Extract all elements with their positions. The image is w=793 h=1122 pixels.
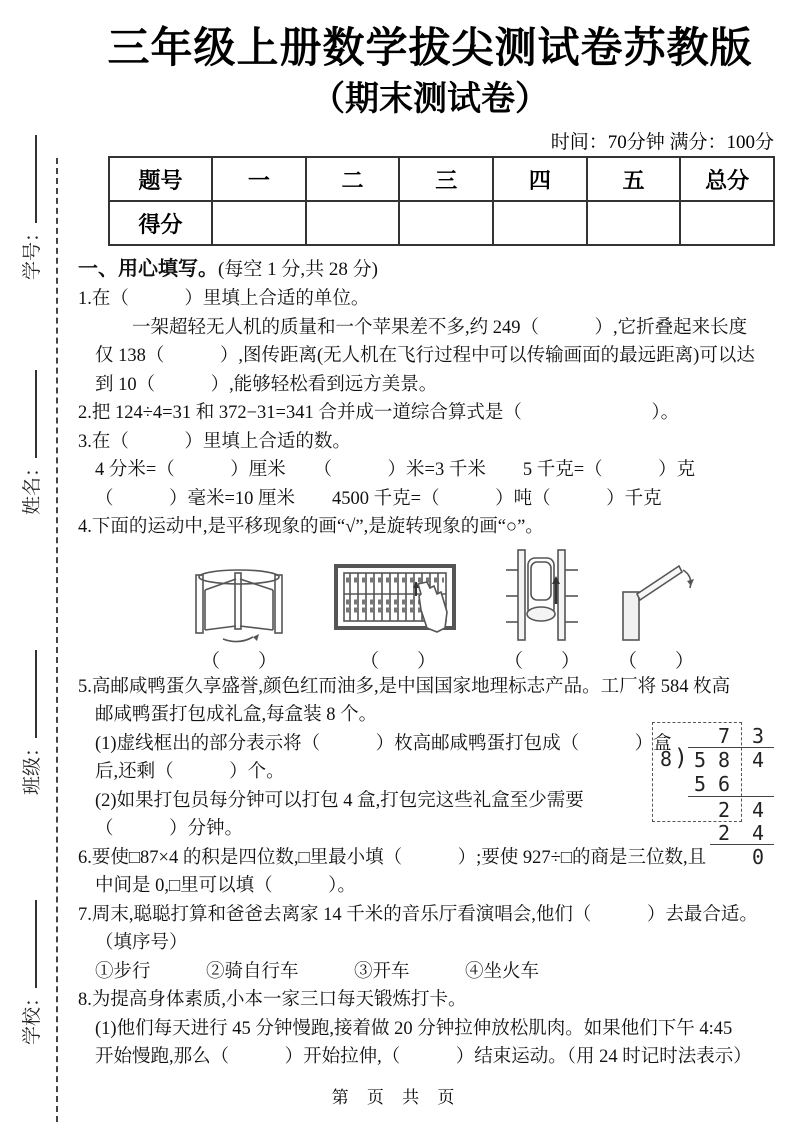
question-3-line: 4 分米=（ ）厘米 （ ）米=3 千米 5 千克=（ ）克 — [95, 460, 696, 480]
score-table-col-2: 二 — [306, 157, 400, 201]
answer-blank: （ ） — [503, 650, 580, 672]
score-table-col-1: 一 — [212, 157, 306, 201]
student-name-field — [18, 325, 42, 515]
school-label: 学校： — [21, 987, 43, 1045]
score-row-label: 得分 — [109, 201, 212, 245]
question-1-line: 一架超轻无人机的质量和一个苹果差不多,约 249（ ）,它折叠起来长度 — [95, 317, 748, 338]
elevator-image — [492, 548, 592, 644]
abacus-image — [318, 564, 478, 644]
division-digit: 7 — [717, 723, 731, 748]
question-4-line: 4.下面的运动中,是平移现象的画“√”,是旋转现象的画“○”。 — [78, 517, 544, 537]
question-7-line: 7.周末,聪聪打算和爸爸去离家 14 千米的音乐厅看演唱会,他们（ ）去最合适。 — [78, 904, 758, 925]
score-table-col-5: 五 — [587, 157, 681, 201]
score-cell — [399, 201, 493, 245]
answer-blank: （ ） — [200, 650, 277, 672]
section-1-title: 一、用心填写。 — [78, 258, 218, 280]
school-blank — [23, 900, 37, 988]
question-1-line: 1.在（ ）里填上合适的单位。 — [78, 289, 370, 309]
score-cell — [212, 201, 306, 245]
long-division-figure — [652, 725, 780, 867]
question-1-line: 到 10（ ）,能够轻松看到远方美景。 — [95, 374, 438, 395]
main-content — [78, 0, 782, 1072]
page-title: 三年级上册数学拔尖测试卷苏教版 — [107, 24, 753, 71]
score-table-col-label: 题号 — [109, 157, 212, 201]
question-5-line: （ ）分钟。 — [95, 819, 244, 839]
class-label: 班级： — [21, 737, 43, 795]
division-rule — [688, 796, 774, 797]
score-table — [108, 156, 775, 246]
score-table-header-row — [109, 157, 774, 201]
question-7-line: （填序号） — [95, 933, 188, 953]
division-digit: 4 — [751, 747, 765, 772]
question-8-line: 开始慢跑,那么（ ）开始拉伸,（ ）结束运动。（用 24 时记时法表示） — [95, 1047, 752, 1067]
division-digit: 5 — [693, 747, 707, 772]
question-6-line: 中间是 0,□里可以填（ ）。 — [95, 876, 356, 896]
division-digit: 2 — [717, 797, 731, 822]
question-8-line: 8.为提高身体素质,小本一家三口每天锻炼打卡。 — [78, 990, 467, 1010]
question-5-line: 后,还剩（ ）个。 — [95, 762, 285, 782]
question-3-line: （ ）毫米=10 厘米 4500 千克=（ ）吨（ ）千克 — [95, 488, 662, 509]
division-digit: 0 — [751, 844, 765, 869]
question-2-line: 2.把 124÷4=31 和 372−31=341 合并成一道综合算式是（ ）。 — [78, 403, 680, 423]
question-5-line: (2)如果打包员每分钟可以打包 4 盒,打包完这些礼盒至少需要 — [95, 790, 584, 811]
division-bracket: ) — [674, 744, 688, 771]
sidebar-dashed-divider — [56, 158, 58, 1122]
score-table-col-total: 总分 — [680, 157, 774, 201]
answer-blank: （ ） — [359, 650, 436, 672]
class-field — [18, 605, 42, 795]
question-7-options: ①步行 ②骑自行车 ③开车 ④坐火车 — [95, 961, 540, 982]
question-4-answer-row — [174, 646, 782, 673]
division-digit: 2 — [717, 820, 731, 845]
division-digit: 4 — [751, 820, 765, 845]
section-1-note: (每空 1 分,共 28 分) — [218, 259, 378, 280]
question-5-line: 邮咸鸭蛋打包成礼盒,每盒装 8 个。 — [95, 705, 378, 725]
student-name-label: 姓名： — [21, 457, 43, 515]
barrier-gate-image — [606, 560, 706, 644]
division-digit: 8 — [717, 747, 731, 772]
student-id-blank — [23, 135, 37, 223]
division-divisor: 8 — [659, 746, 673, 771]
division-rule — [710, 844, 774, 845]
score-cell — [493, 201, 587, 245]
division-digit: 4 — [751, 797, 765, 822]
student-id-label: 学号： — [21, 222, 43, 280]
score-table-col-4: 四 — [493, 157, 587, 201]
student-id-field — [18, 90, 42, 280]
score-cell — [306, 201, 400, 245]
question-8-line: (1)他们每天进行 45 分钟慢跑,接着做 20 分钟拉伸放松肌肉。如果他们下午 4:45 — [95, 1018, 733, 1039]
division-digit: 3 — [751, 723, 765, 748]
revolving-door-image — [174, 566, 304, 644]
page-subtitle: （期末测试卷） — [311, 80, 549, 118]
question-1-line: 仅 138（ ）,图传距离(无人机在飞行过程中可以传输画面的最远距离)可以达 — [95, 346, 755, 366]
score-cell — [587, 201, 681, 245]
score-table-col-3: 三 — [399, 157, 493, 201]
question-3-line: 3.在（ ）里填上合适的数。 — [78, 431, 351, 452]
score-cell — [680, 201, 774, 245]
question-6-line: 6.要使□87×4 的积是四位数,□里最小填（ ）;要使 927÷□的商是三位数,且 — [78, 847, 707, 868]
section-1-heading — [78, 254, 782, 285]
exam-meta: 时间：70分钟 满分：100分 — [550, 132, 774, 153]
student-name-blank — [23, 370, 37, 458]
page-footer: 第 页 共 页 — [331, 1088, 462, 1107]
question-5-line: (1)虚线框出的部分表示将（ ）枚高邮咸鸭蛋打包成（ ）盒 — [95, 733, 672, 754]
class-blank — [23, 650, 37, 738]
division-digit: 5 — [693, 771, 707, 796]
score-table-score-row — [109, 201, 774, 245]
school-field — [18, 855, 42, 1045]
division-digit: 6 — [717, 771, 731, 796]
question-5-line: 5.高邮咸鸭蛋久享盛誉,颜色红而油多,是中国国家地理标志产品。工厂将 584 枚高 — [78, 676, 731, 697]
answer-blank: （ ） — [617, 650, 694, 672]
question-4-figures — [174, 548, 782, 644]
